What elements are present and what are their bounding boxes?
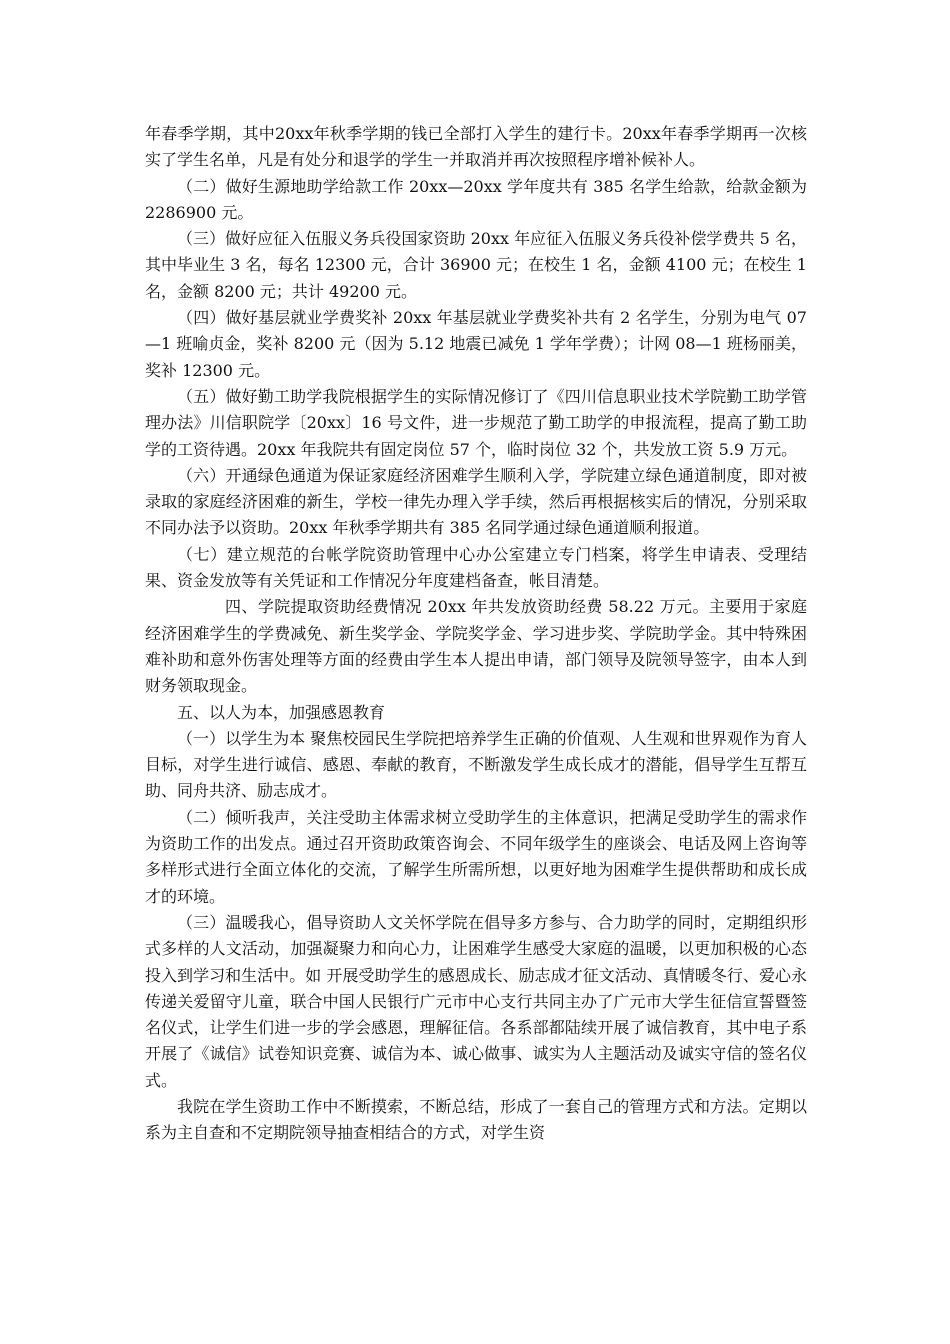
paragraph-green-channel: （六）开通绿色通道为保证家庭经济困难学生顺利入学，学院建立绿色通道制度，即对被录取的家庭经济困难的新生，学校一律先办理入学手续，然后再根据核实后的情况，分别采取不同办法予以资助。20xx 年秋季学期共有 385 名同学通过绿色通道顺利报道。 [145, 465, 807, 538]
paragraph-student-loan: （二）做好生源地助学给款工作 20xx—20xx 学年度共有 385 名学生给款，给款金额为 2286900 元。 [145, 176, 807, 222]
paragraph-warmth: （三）温暖我心，倡导资助人文关怀学院在倡导多方参与、合力助学的同时，定期组织形式多样的人文活动，加强凝聚力和向心力，让困难学生感受大家庭的温暖，以更加积极的心态投入到学习和生活中。如 开展受助学生的感恩成长、励志成才征文活动、真情暖冬行、爱心永传递关爱留守儿童，联合中国人民银行广元市中心支行共同主办了广元市大学生征信宣誓暨签名仪式，让学生们进一步的学会感恩，理解征信。各系部都陆续开展了诚信教育，其中电子系开展了《诚信》试卷知识竞赛、诚信为本、诚心做事、诚实为人主题活动及诚实守信的签名仪式。 [145, 912, 807, 1090]
paragraph-grassroots-employment: （四）做好基层就业学费奖补 20xx 年基层就业学费奖补共有 2 名学生，分别为电气 07—1 班喻贞金，奖补 8200 元（因为 5.12 地震已减免 1 学年学费）；计网 08—1 班杨丽美，奖补 12300 元。 [145, 308, 807, 380]
paragraph-spring-semester: 年春季学期，其中20xx年秋季学期的钱已全部打入学生的建行卡。20xx年春季学期再一次核实了学生名单，凡是有处分和退学的学生一并取消并再次按照程序增补候补人。 [145, 124, 807, 170]
paragraph-ledger: （七）建立规范的台帐学院资助管理中心办公室建立专门档案，将学生申请表、受理结果、资金发放等有关凭证和工作情况分年度建档备查，帐目清楚。 [145, 544, 807, 591]
paragraph-funding-section-4: 四、学院提取资助经费情况 20xx 年共发放资助经费 58.22 万元。主要用于家庭经济困难学生的学费减免、新生奖学金、学院奖学金、学习进步奖、学院助学金。其中特殊困难补助和意外伤害处理等方面的经费由学生本人提出申请，部门领导及院领导签字，由本人到财务领取现金。 [145, 597, 807, 696]
paragraph-student-first: （一）以学生为本 聚焦校园民生学院把培养学生正确的价值观、人生观和世界观作为育人目标，对学生进行诚信、感恩、奉献的教育，不断激发学生成长成才的潜能，倡导学生互帮互助、同舟共济、励志成才。 [145, 728, 807, 801]
paragraph-work-study: （五）做好勤工助学我院根据学生的实际情况修订了《四川信息职业技术学院勤工助学管理办法》川信职院学〔20xx〕16 号文件，进一步规范了勤工助学的申报流程，提高了勤工助学的工资待遇。20xx 年我院共有固定岗位 57 个，临时岗位 32 个，共发放工资 5.9 万元。 [145, 386, 807, 459]
document-page [145, 121, 807, 1147]
paragraph-summary: 我院在学生资助工作中不断摸索，不断总结，形成了一套自己的管理方式和方法。定期以系为主自查和不定期院领导抽查相结合的方式，对学生资 [145, 1096, 807, 1143]
paragraph-military-service-aid: （三）做好应征入伍服义务兵役国家资助 20xx 年应征入伍服义务兵役补偿学费共 5 名，其中毕业生 3 名，每名 12300 元，合计 36900 元；在校生 1 名，金额 4100 元；在校生 1 名，金额 8200 元；共计 49200 元。 [145, 229, 807, 301]
heading-section-5: 五、以人为本，加强感恩教育 [177, 702, 386, 722]
paragraph-listen: （二）倾听我声，关注受助主体需求树立受助学生的主体意识，把满足受助学生的需求作为资助工作的出发点。通过召开资助政策咨询会、不同年级学生的座谈会、电话及网上咨询等多样形式进行全面立体化的交流，了解学生所需所想，以更好地为困难学生提供帮助和成长成才的环境。 [145, 807, 807, 906]
